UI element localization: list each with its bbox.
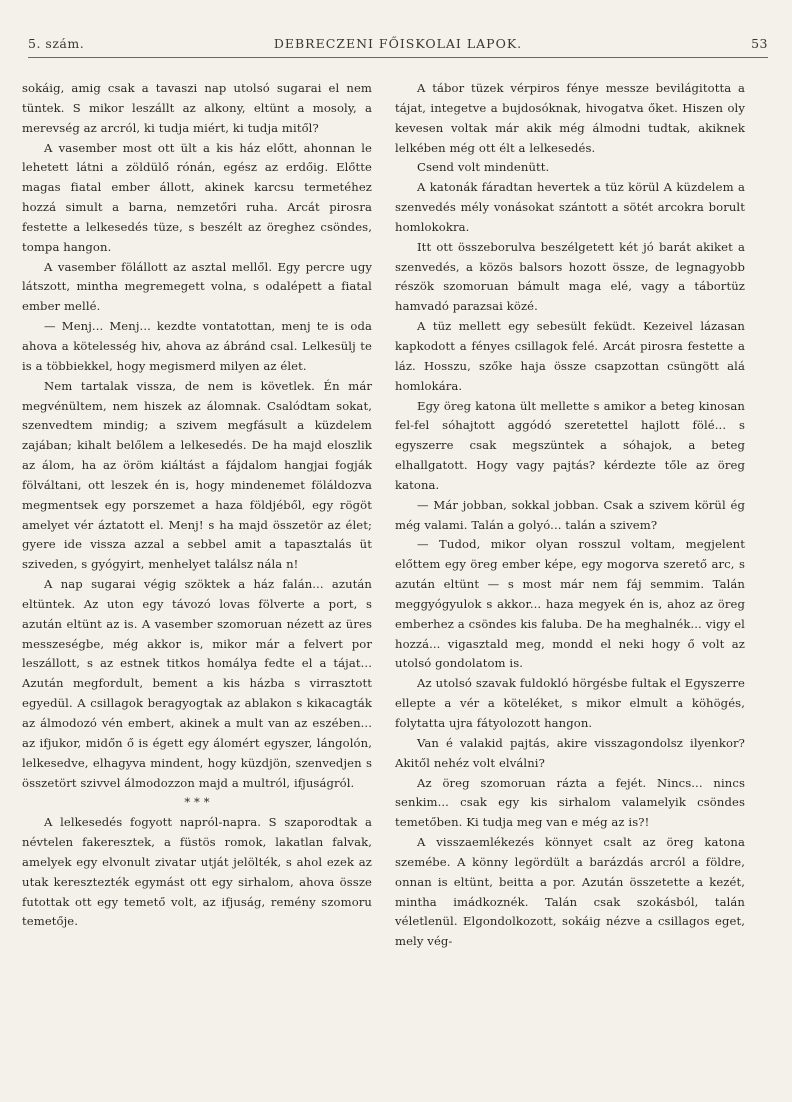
paragraph: Egy öreg katona ült mellette s amikor a beteg kinosan fel-fel sóhajtott aggódó szeretettel hajlott fölé... s egyszerre csak megszüntek a sóhajok, a beteg elhallgatott. Hogy vagy pajtás? kérdezte tőle az öreg katona. [395,398,745,492]
header-rule [28,57,768,58]
paragraph: Csend volt mindenütt. [417,160,550,175]
paragraph: A lelkesedés fogyott napról-napra. S szaporodtak a névtelen fakeresztek, a füstös romok, lakatlan falvak, amelyek egy elvonult zivatar utját jelölték, s ahol ezek az utak keresztezték egymást ott egy sirhalom, ahova össze futottak ott egy temető volt, az ifjuság, remény szomoru temetője. [22,815,372,929]
left-text-column [22,79,372,932]
paragraph: A vasember most ott ült a kis ház előtt, ahonnan le lehetett látni a zöldülő rónán, egész az erdőig. Előtte magas fiatal ember állott, akinek karcsu termetéhez hozzá simult a barna, nemzetőri ruha. Arcát pirosra festette a lelkesedés tüze, s beszélt az öreghez csöndes, tompa hangon. [22,140,372,254]
journal-title: DEBRECZENI FŐISKOLAI LAPOK. [273,36,523,51]
paragraph: Az utolsó szavak fuldokló hörgésbe fultak el Egyszerre ellepte a vér a köteléket, s mikor elmult a köhögés, folytatta ujra fátyolozott hangon. [395,676,745,730]
paragraph: sokáig, amig csak a tavaszi nap utolsó sugarai el nem tüntek. S mikor leszállt az alkony, eltünt a mosoly, a merevség az arcról, ki tudja miért, ki tudja mitől? [22,81,372,135]
paragraph: A visszaemlékezés könnyet csalt az öreg katona szemébe. A könny legördült a barázdás arcról a földre, onnan is eltünt, beitta a por. Azután összetette a kezét, mintha imádkoznék. Talán csak szokásból, talán véletlenül. Elgondolkozott, sokáig nézve a csillagos eget, mely vég- [395,835,745,949]
paragraph: A tábor tüzek vérpiros fénye messze bevilágitotta a tájat, integetve a bujdosóknak, hivogatva őket. Hiszen oly kevesen voltak már akik még álmodni tudtak, akiknek lelkében még ott élt a lelkesedés. [395,81,745,155]
paragraph: — Tudod, mikor olyan rosszul voltam, megjelent előttem egy öreg ember képe, egy mogorva szerető arc, s azután eltünt — s most már nem fáj semmim. Talán meggyógyulok s akkor... haza megyek én is, ahoz az öreg emberhez a csöndes kis faluba. De ha meghalnék... vigy el hozzá... vigasztald meg, mondd el neki hogy ő volt az utolsó gondolatom is. [395,537,745,671]
paragraph: Nem tartalak vissza, de nem is követlek. Én már megvénültem, nem hiszek az álomnak. Csalódtam sokat, szenvedtem mindig; a szivem megfásult a küzdelem zajában; kihalt belőlem a lelkesedés. De ha majd eloszlik az álom, ha az öröm kiáltást a fájdalom hangjai fogják fölváltani, ott leszek én is, hogy mindenemet föláldozva megmentsek egy porszemet a haza földjéből, egy rögöt amelyet vér áztatott el. Menj! s ha majd összetör az élet; gyere ide vissza azzal a sebbel amit a tapasztalás üt sziveden, s gyógyirt, menhelyet találsz nála n! [22,378,372,572]
paragraph: Az öreg szomoruan rázta a fejét. Nincs... nincs senkim... csak egy kis sirhalom valamelyik csöndes temetőben. Ki tudja meg van e még az is?! [395,775,745,830]
paragraph: A tüz mellett egy sebesült feküdt. Kezeivel lázasan kapkodott a fényes csillagok felé. Arcát pirosra festette a láz. Hosszu, szőke haja össze csapzottan csüngött alá homlokára. [395,319,745,393]
paragraph: — Már jobban, sokkal jobban. Csak a szivem körül ég még valami. Talán a golyó... talán a szivem? [395,497,745,532]
section-separator: * * * [184,795,210,810]
right-text-column [395,79,745,952]
paragraph: Itt ott összeborulva beszélgetett két jó barát akiket a szenvedés, a közös balsors hozott össze, de legnagyobb részök szomoruan bámult maga elé, vagy a tábortüz hamvadó parazsai közé. [395,239,745,314]
page-number: 53 [751,36,768,51]
paragraph: A nap sugarai végig szöktek a ház falán... azután eltüntek. Az uton egy távozó lovas fölverte a port, s azután eltünt az is. A vasember szomoruan nézett az üres messzeségbe, még akkor is, mikor már a felvert por leszállott, s az estnek titkos homálya fedte el a tájat... Azután megfordult, bement a kis házba s virrasztott egyedül. A csillagok beragyogtak az ablakon s kikacagták az álmodozó vén embert, akinek a mult van az eszében... az ifjukor, midőn ő is égett egy álomért egyszer, lángolón, lelkesedve, elhagyva mindent, hogy küzdjön, szenvedjen s összetört szivvel álmodozzon majd a multról, ifjuságról. [22,577,372,790]
issue-number: 5. szám. [28,36,85,51]
page-header [28,36,768,58]
paragraph: A katonák fáradtan hevertek a tüz körül A küzdelem a szenvedés mély vonásokat szántott a sötét arcokra borult homlokokra. [395,180,745,234]
paragraph: Van é valakid pajtás, akire visszagondolsz ilyenkor? Akitől nehéz volt elválni? [395,735,745,770]
paragraph: — Menj... Menj... kezdte vontatottan, menj te is oda ahova a kötelesség hiv, ahova az ábránd csal. Lelkesülj te is a többiekkel, hogy megismerd milyen az élet. [22,319,372,373]
paragraph: A vasember fölállott az asztal mellől. Egy percre ugy látszott, mintha megremegett volna, s odalépett a fiatal ember mellé. [22,259,372,314]
